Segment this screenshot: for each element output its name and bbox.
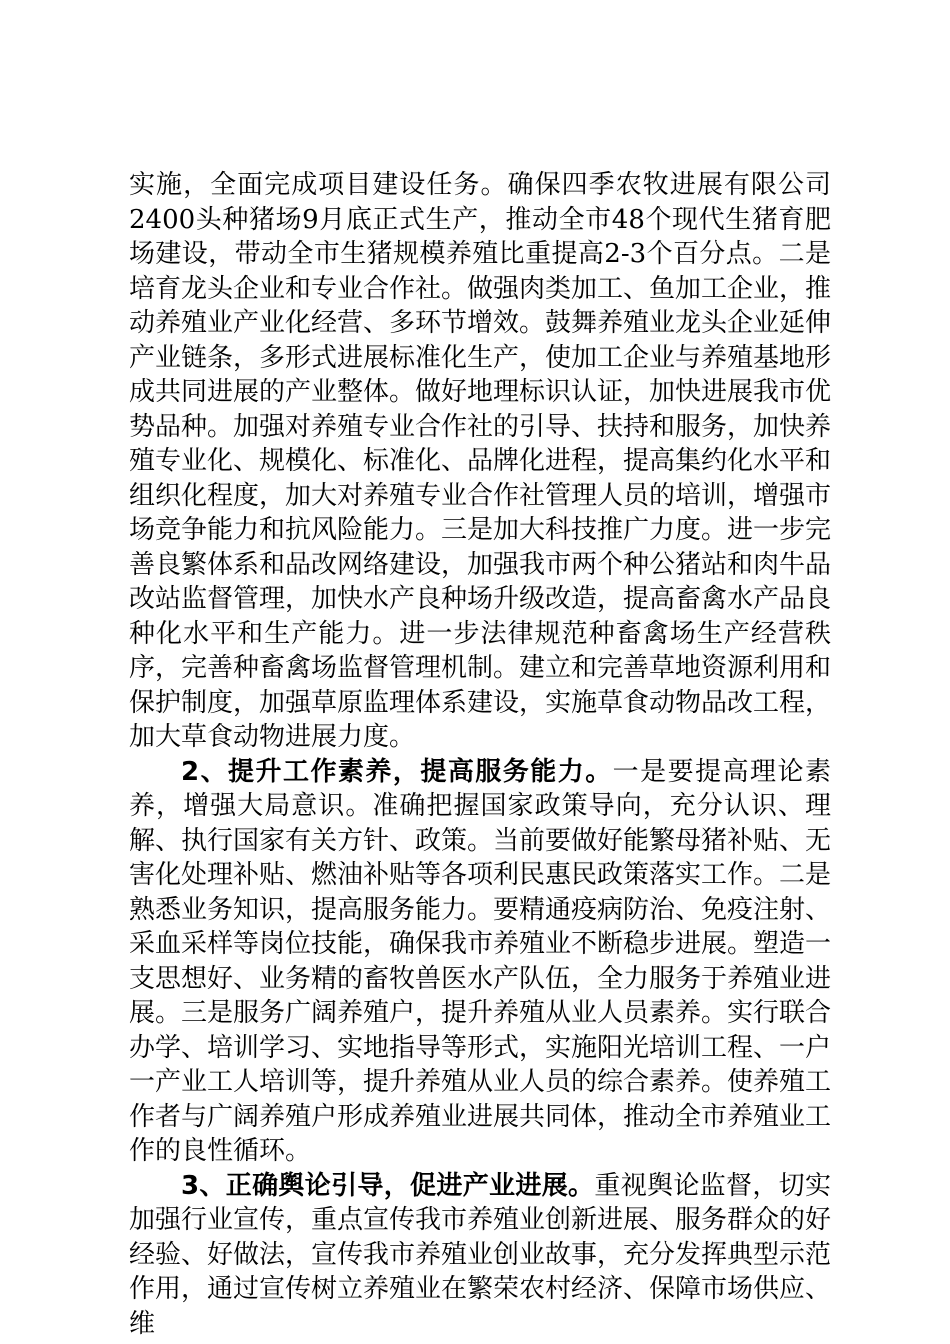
paragraph-text: 重视舆论监督，切实加强行业宣传，重点宣传我市养殖业创新进展、服务群众的好经验、好做法，宣传我市养殖业创业故事，充分发挥典型示范作用，通过宣传树立养殖业在繁荣农村经济、保障市场供应、维 xyxy=(129,1170,832,1339)
section-heading: 2、提升工作素养，提高服务能力。 xyxy=(181,756,613,787)
paragraph-continued xyxy=(129,168,831,755)
paragraph-section-2 xyxy=(129,755,831,1169)
paragraph-text: 一是要提高理论素养，增强大局意识。准确把握国家政策导向，充分认识、理解、执行国家有关方针、政策。当前要做好能繁母猪补贴、无害化处理补贴、燃油补贴等各项利民惠民政策落实工作。二是熟悉业务知识，提高服务能力。要精通疫病防治、免疫注射、采血采样等岗位技能，确保我市养殖业不断稳步进展。塑造一支思想好、业务精的畜牧兽医水产队伍，全力服务于养殖业进展。三是服务广阔养殖户，提升养殖从业人员素养。实行联合办学、培训学习、实地指导等形式，实施阳光培训工程、一户一产业工人培训等，提升养殖从业人员的综合素养。使养殖工作者与广阔养殖户形成养殖业进展共同体，推动全市养殖业工作的良性循环。 xyxy=(129,756,832,1166)
section-heading: 3、正确舆论引导，促进产业进展。 xyxy=(181,1170,595,1201)
paragraph-text: 实施，全面完成项目建设任务。确保四季农牧进展有限公司2400头种猪场9月底正式生产，推动全市48个现代生猪育肥场建设，带动全市生猪规模养殖比重提高2-3个百分点。二是培育龙头企业和专业合作社。做强肉类加工、鱼加工企业，推动养殖业产业化经营、多环节增效。鼓舞养殖业龙头企业延伸产业链条，多形式进展标准化生产，使加工企业与养殖基地形成共同进展的产业整体。做好地理标识认证，加快进展我市优势品种。加强对养殖专业合作社的引导、扶持和服务，加快养殖专业化、规模化、标准化、品牌化进程，提高集约化水平和组织化程度，加大对养殖专业合作社管理人员的培训，增强市场竞争能力和抗风险能力。三是加大科技推广力度。进一步完善良繁体系和品改网络建设，加强我市两个种公猪站和肉牛品改站监督管理，加快水产良种场升级改造，提高畜禽水产品良种化水平和生产能力。进一步法律规范种畜禽场生产经营秩序，完善种畜禽场监督管理机制。建立和完善草地资源利用和保护制度，加强草原监理体系建设，实施草食动物品改工程，加大草食动物进展力度。 xyxy=(129,170,832,752)
document-body xyxy=(129,168,831,1341)
paragraph-section-3 xyxy=(129,1169,831,1342)
